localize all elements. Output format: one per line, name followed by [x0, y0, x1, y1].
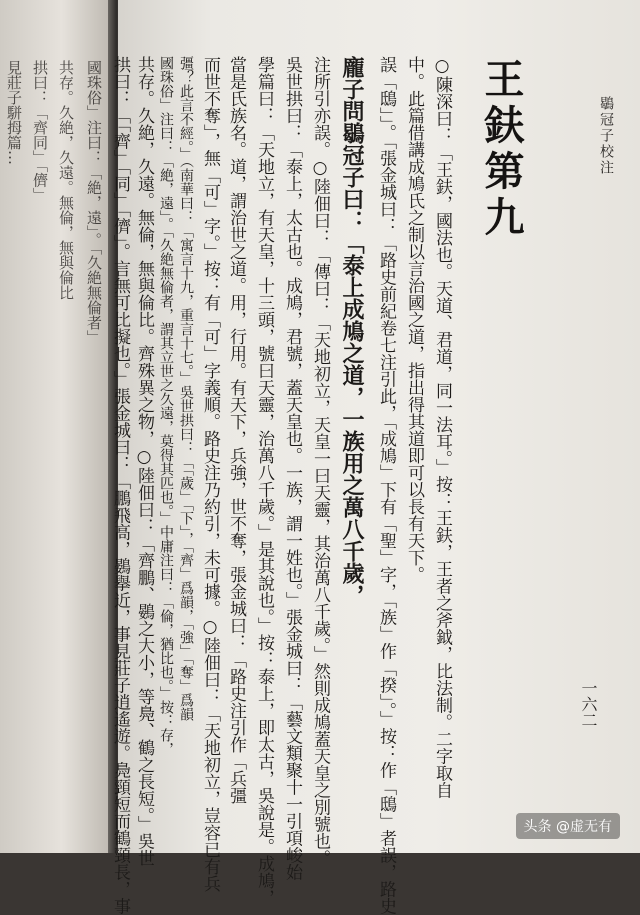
left-page	[0, 0, 112, 853]
right-page	[110, 0, 640, 915]
left-page-column: 拱曰：「齊同」「儕」	[31, 60, 49, 203]
text-column: 而世不奪」，無「可」字。」按：有「可」字義順。路史注乃約引，未可據。○陸佃曰：「天地初立，豈容已有兵	[200, 56, 220, 892]
left-page-column: 國珠俗」注曰：「絶，遠」。「久絶無倫者」	[85, 60, 103, 345]
text-column: 中。此篇借講成鳩氏之制以言治國之道，指出得其道即可以長有天下。	[404, 56, 424, 583]
text-column: 吳世拱曰：「泰上，太古也。成鳩，君號，蓋天皇也。一族，謂一姓也。」張金城曰：「藝文類聚十一引項峻始	[282, 56, 302, 881]
page-number: 一六二	[579, 680, 598, 728]
text-column: 當是氏族名。道，謂治世之道。用，行用。有天下，兵強，世不奪，張金城曰：「路史注引作「兵彊	[226, 56, 246, 804]
text-column: 學篇曰：「天地立，有天皇，十三頭，號曰天靈，治萬八千歲。」是其說也。」按：泰上，即太古，吳說是。成鳩，	[254, 56, 274, 906]
watermark: 头条 @虚无有	[516, 813, 620, 839]
text-column-main: 龐子問鶡冠子曰：「泰上成鳩之道，一族用之萬八千歲，	[339, 56, 365, 606]
text-column: ○陳深曰：「王鈇，國法也。天道、君道，同一法耳。」按：王鈇，王者之斧鉞，比法制。二字取自	[432, 56, 452, 799]
left-page-column: 見莊子駢拇篇…	[5, 60, 23, 165]
text-column: 共存。久絶，久遠。無倫，無與倫比。齊殊異之物，○陸佃曰：「齊鵬、鷃之大小，等鳧、鶴之長短。」吳世	[134, 56, 154, 867]
text-column: 國珠俗」注曰：「絶，遠」。「久絶無倫者，謂其立世之久遠，莫得其匹也。」中庸注曰：「倫，猶比也。」按：存，	[158, 56, 174, 756]
text-column: 彊？此言不經。」（南華曰：「寓言十九，重言十七。」吳世拱曰：「「歲」「下」，「齊」爲韻，「強」「奪」爲韻	[178, 56, 194, 721]
text-columns	[110, 56, 538, 915]
chapter-title: 王鈇第九	[478, 58, 524, 242]
left-page-column: 共存。久絶，久遠。無倫，無與倫比	[57, 60, 75, 300]
text-column: 拱曰：「「齊」「同」「儕」。言無可比擬也。」張金城曰：「鵬飛高，鷃擧近，事見莊子逍遙遊。鳧頸短而鶴頸長，事	[110, 56, 130, 915]
running-header: 鶡冠子校注	[598, 96, 614, 176]
text-column: 注所引亦誤。○陸佃曰：「傳曰：「天地初立，天皇一曰天靈，其治萬八千歲。」然則成鳩蓋天皇之別號也。	[310, 56, 330, 867]
text-column: 誤「鴟」」。「張金城曰：「路史前紀卷七注引此，「成鳩」下有「聖」字，「族」作「揆」。」按：作「鴟」者誤，路史	[376, 56, 396, 915]
